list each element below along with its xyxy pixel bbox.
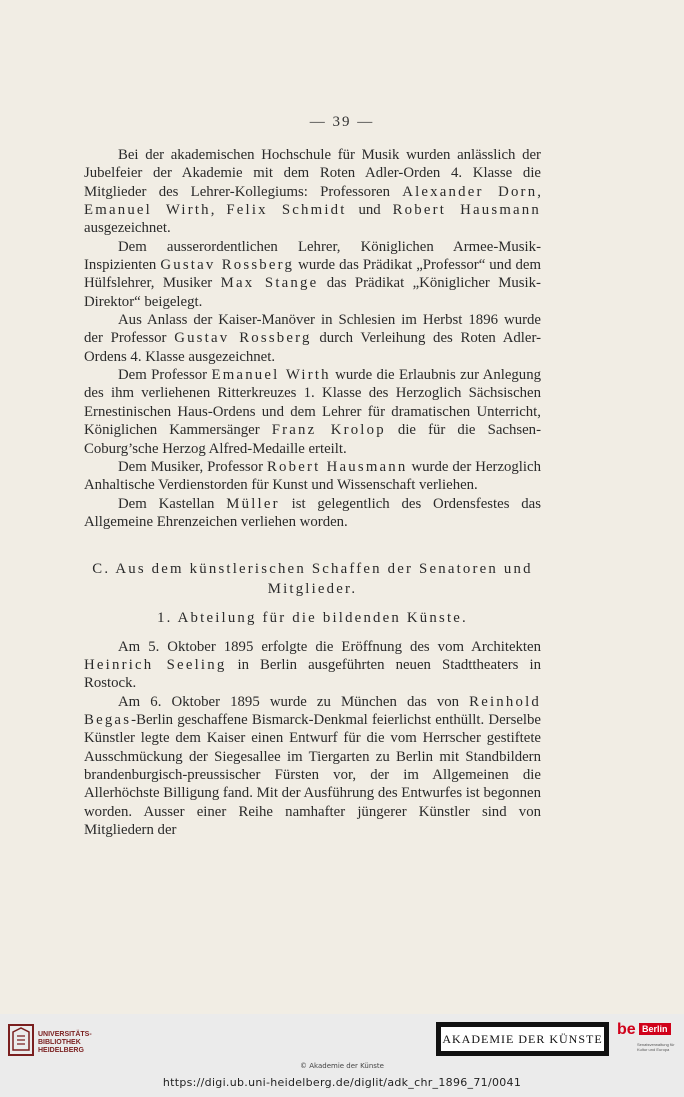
library-emblem-icon: [8, 1024, 34, 1056]
text-run: Bei der akademischen Hochschule für Musik wurden anlässlich der Jubelfeier der Akademie mit dem Roten Adler-Orden 4. Klasse die Mitglieder des Lehrer-Kollegiums: Professoren: [84, 147, 541, 200]
berlin-subtitle: Senatsverwaltung für Kultur und Europa: [637, 1042, 675, 1052]
paragraph: [84, 638, 541, 693]
paragraph: [84, 366, 541, 458]
text-run: in Berlin ausgeführten neuen Stadttheaters in Rostock.: [84, 656, 541, 692]
spaced-name: Emanuel Wirth: [84, 202, 211, 219]
text-run: Dem Kastellan: [118, 495, 227, 512]
spaced-name: Felix Schmidt: [226, 202, 347, 219]
text-run: wurde die Erlaubnis zur Anlegung des ihm verliehenen Ritterkreuzes 1. Klasse des Herzoglich Sächsischen Ernestinischen Haus-Ordens und dem Lehrer für dramatischen Unterricht, Königlichen Kammersänger: [84, 367, 541, 439]
library-line: HEIDELBERG: [38, 1047, 84, 1054]
akademie-der-kuenste-logo[interactable]: [436, 1022, 609, 1056]
text-run: ,: [210, 202, 227, 219]
page-number: — 39 —: [309, 114, 375, 130]
paragraph: [84, 311, 541, 366]
berlin-be-mark: be: [617, 1021, 636, 1038]
paragraph: [84, 458, 541, 495]
text-run: -Berlin geschaffene Bismarck-Denkmal feierlichst enthüllt. Derselbe Künstler legte dem Kaiser einen Entwurf für die vom Herrscher gestiftete Ausschmückung der Siegesallee im Tiergarten zu Berlin mit Standbildern brandenburgisch-preussischer Fürsten vor, der im Allgemeinen die Allerhöchste Billigung fand. Mit der Ausführung des Entwurfes ist begonnen worden. Ausser einer Reihe namhafter jüngerer Künstler sind von Mitgliedern der: [84, 711, 541, 838]
copyright-text: © Akademie der Künste: [300, 1062, 384, 1070]
library-name: [38, 1031, 92, 1055]
spaced-name: Gustav Rossberg: [160, 257, 295, 274]
text-run: ausgezeichnet.: [84, 220, 171, 237]
text-run: Dem ausserordentlichen Lehrer, Königlichen Armee-Musik-Inspizienten: [84, 238, 541, 274]
spaced-name: Robert Hausmann: [392, 202, 542, 219]
footer-bar: [0, 1014, 684, 1097]
spaced-name: Robert Hausmann: [266, 458, 408, 475]
berlin-tag: Berlin: [639, 1023, 671, 1035]
spaced-name: Gustav Rossberg: [174, 330, 312, 347]
text-run: Am 5. Oktober 1895 erfolgte die Eröffnung des vom Architekten: [118, 638, 541, 655]
body-text: [84, 146, 541, 839]
text-run: das Prädikat „Königlicher Musik-Direktor“ beigelegt.: [84, 275, 541, 310]
text-run: die für die Sachsen-Coburg’sche Herzog Alfred-Medaille erteilt.: [84, 422, 542, 457]
text-run: ist gelegentlich des Ordensfestes das Allgemeine Ehrenzeichen verliehen worden.: [84, 495, 541, 530]
paragraph: [84, 693, 541, 840]
subsection-heading: 1. Abteilung für die bildenden Künste.: [157, 610, 468, 627]
text-run: durch Verleihung des Roten Adler-Ordens 4. Klasse ausgezeichnet.: [84, 330, 542, 365]
university-library-logo[interactable]: [8, 1022, 118, 1058]
paragraph-group-art: [84, 638, 541, 840]
spaced-name: Max Stange: [220, 275, 319, 292]
spaced-name: Franz Krolop: [271, 422, 386, 439]
paragraph: [84, 238, 541, 311]
spaced-name: Reinhold Begas: [84, 693, 541, 728]
section-heading: C. Aus dem künstlerischen Schaffen der Senatoren und Mitglieder.: [92, 561, 533, 598]
paragraph-group-awards: [84, 146, 541, 531]
source-url[interactable]: https://digi.ub.uni-heidelberg.de/diglit/adk_chr_1896_71/0041: [162, 1076, 522, 1089]
spaced-name: Müller: [226, 495, 280, 512]
text-run: und: [346, 202, 393, 219]
text-run: Dem Professor: [118, 367, 212, 384]
text-run: Dem Musiker, Professor: [118, 458, 267, 475]
akademie-label: AKADEMIE DER KÜNSTE: [440, 1026, 605, 1052]
library-line: BIBLIOTHEK: [38, 1039, 81, 1046]
library-line: UNIVERSITÄTS-: [38, 1031, 92, 1038]
spaced-name: Heinrich Seeling: [84, 656, 227, 673]
text-run: ,: [537, 183, 541, 200]
spaced-name: Emanuel Wirth: [211, 367, 331, 384]
text-run: Aus Anlass der Kaiser-Manöver in Schlesien im Herbst 1896 wurde der Professor: [84, 312, 541, 347]
paragraph: [84, 146, 541, 238]
text-run: Am 6. Oktober 1895 wurde zu München das von: [118, 693, 470, 710]
spaced-name: Alexander Dorn: [402, 183, 538, 200]
paragraph: [84, 495, 541, 532]
text-run: wurde der Herzoglich Anhaltische Verdienstorden für Kunst und Wissenschaft verliehen.: [84, 458, 541, 494]
berlin-senate-logo[interactable]: [617, 1021, 675, 1061]
text-run: wurde das Prädikat „Professor“ und dem Hülfslehrer, Musiker: [84, 257, 541, 292]
